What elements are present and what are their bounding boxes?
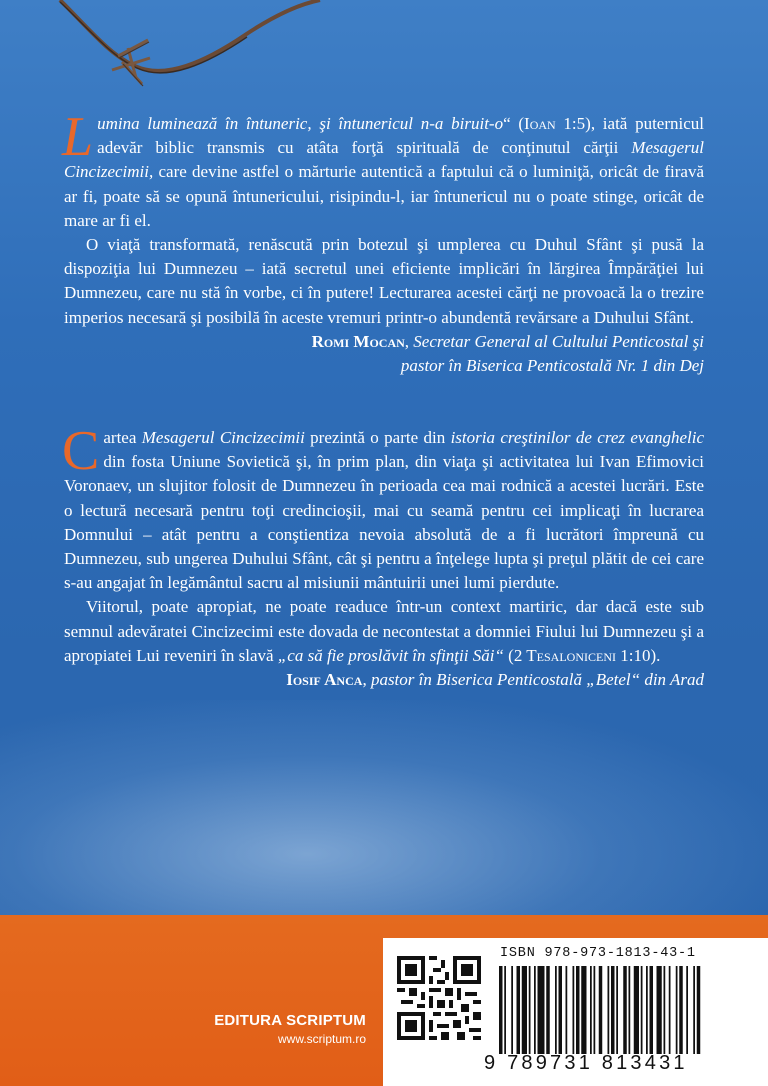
review-2-p2-text: Viitorul, poate apropiat, ne poate readuce într-un context martiric, dar dacă este sub semnul adevăratei Cincizecimi este dovada de necontestat a domniei Fiului lui Dumnezeu şi a apropiatei Lui reveniri în slavă	[64, 597, 704, 665]
author-role-line-1: Secretar General al Cultului Penticostal şi	[413, 331, 704, 351]
review-1-paragraph-2: O viaţă transformată, renăscută prin botezul şi umplerea cu Duhul Sfânt şi pusă la dispoziţia lui Dumnezeu – iată secretul unei eficiente implicări în lărgirea Împărăţiei lui Dumnezeu, care nu stă în vorbe, ci în putere! Lecturarea acestei cărţi ne provoacă la o trezire imperios necesară şi posibilă în aceste vremuri printr-o abundentă revărsare a Duhului Sfânt.	[64, 235, 704, 327]
review-2-text-c: din fosta Uniune Sovietică şi, în prim plan, din viaţa şi activitatea lui Ivan Efimovici Voronaev, un slujitor folosit de Dumnezeu în perioada cea mai rodnică a acestei lucrări. Este o lectură necesară pentru toţi credincioşii, mai cu seamă pentru cei implicaţi în lucrarea Domnului – atât pentru a conştientiza nevoia absolută de a fi lucrători împreună cu Dumnezeu, sub ungerea Duhului Sfânt, cât şi pentru a înţelege lupta şi preţul plătit de cei care s-au angajat în legământul sacru al misiunii mântuirii unei lumi pierdute.	[64, 452, 704, 593]
dropcap-c: C	[62, 420, 100, 482]
publisher-url: www.scriptum.ro	[277, 1032, 366, 1046]
book-title-2: Mesagerul Cincizecimii	[141, 428, 305, 447]
barbed-wire-image	[0, 0, 768, 110]
history-phrase: istoria creştinilor de crez evanghelic	[450, 428, 704, 447]
review-2-signature: Iosif Anca, pastor în Biserica Penticostală „Betel“ din Arad	[286, 670, 704, 690]
dropcap-l: L	[62, 106, 94, 168]
paren-open: (	[503, 645, 514, 665]
scripture-reference-2: 2 Tesaloniceni 1:10	[513, 645, 651, 665]
publisher-name: EDITURA SCRIPTUM	[214, 1012, 366, 1029]
scripture-reference: Ioan 1:5	[524, 114, 586, 133]
background-highlight	[0, 700, 768, 920]
isbn-digits: 9 789731 813431	[484, 1052, 688, 1074]
book-title: Mesagerul Cincizecimii,	[64, 138, 704, 182]
paren-close: ).	[650, 645, 661, 665]
john-quote: umina luminează în întuneric, şi întunericul n-a biruit-o	[97, 114, 504, 133]
review-2-text-a: artea	[103, 428, 142, 447]
author-iosif-anca: Iosif Anca	[286, 670, 363, 690]
review-2	[62, 420, 704, 692]
author-role: pastor în Biserica Penticostală „Betel“ din Arad	[370, 670, 704, 690]
thessalonians-quote: „ca să fie proslăvit în sfinţii Săi“	[277, 645, 504, 665]
publisher-block	[186, 1012, 366, 1046]
review-2-text-b: prezintă o parte din	[304, 428, 451, 447]
review-1	[62, 106, 704, 378]
review-2-paragraph-2	[64, 595, 704, 668]
isbn-label: ISBN 978-973-1813-43-1	[500, 946, 696, 961]
review-1-text: ), iată puternicul adevăr biblic transmis cu atâta forţă spirituală de conţinutul cărţii	[97, 114, 704, 158]
quote-close: “ (	[503, 114, 525, 133]
barcode-icon	[497, 966, 759, 1054]
review-1-signature: Romi Mocan, Secretar General al Cultului Penticostal şi pastor în Biserica Penticostală Nr. 1 din Dej	[311, 331, 704, 376]
qr-code-icon	[397, 956, 481, 1040]
author-role-line-2: pastor în Biserica Penticostală Nr. 1 din Dej	[400, 356, 704, 376]
author-romi-mocan: Romi Mocan	[311, 331, 405, 351]
review-1-text-end: care devine astfel o mărturie autentică a faptului că o luminiţă, oricât de firavă ar fi, poate să se opună întunericului, risipindu-l, iar întunericul nu o poate stinge, oricât de mare ar fi el.	[64, 162, 704, 230]
